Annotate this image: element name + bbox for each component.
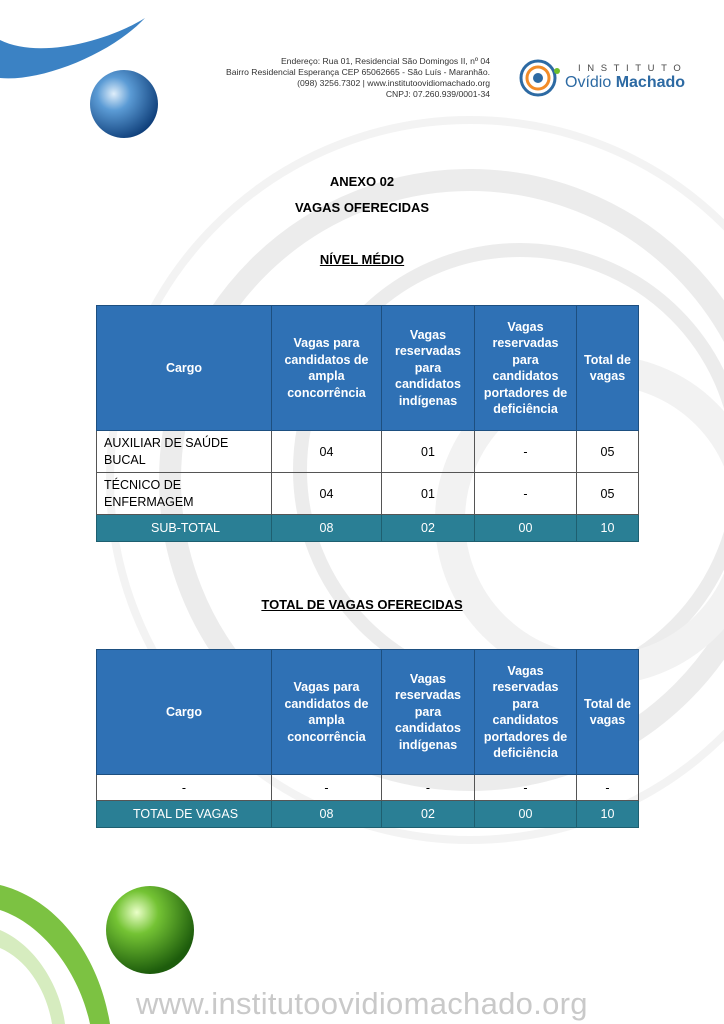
column-header: Vagas reservadas para candidatos indígenas [382,650,475,775]
table-cell: 00 [475,515,577,542]
blue-swoosh [0,18,145,78]
address-line: Endereço: Rua 01, Residencial São Domingos II, nº 04 [280,56,490,66]
column-header: Cargo [97,650,272,775]
table-cell: - [475,431,577,473]
table-cell: 02 [382,515,475,542]
table-cell: 08 [272,801,382,828]
column-header: Vagas reservadas para candidatos portadores de deficiência [475,306,577,431]
table-row [97,775,639,801]
column-header: Vagas reservadas para candidatos portadores de deficiência [475,650,577,775]
column-header: Total de vagas [577,306,639,431]
address-line: (098) 3256.7302 | www.institutoovidiomachado.org [297,78,490,88]
column-header: Cargo [97,306,272,431]
column-header: Vagas para candidatos de ampla concorrência [272,650,382,775]
column-header: Vagas para candidatos de ampla concorrência [272,306,382,431]
table-cell: 01 [382,473,475,515]
column-header: Vagas reservadas para candidatos indígenas [382,306,475,431]
institute-logo [516,56,696,100]
logo-instituto-text: INSTITUTO [578,63,688,74]
column-header: Total de vagas [577,650,639,775]
address-line: CNPJ: 07.260.939/0001-34 [385,89,490,99]
table-cell: - [97,775,272,801]
footer-website: www.institutoovidiomachado.org [136,986,588,1021]
table-cell: 10 [577,515,639,542]
logo-name-bold: Machado [615,74,686,91]
table-cell: SUB-TOTAL [97,515,272,542]
table-cell: - [382,775,475,801]
header-address [150,56,490,100]
table-cell: - [272,775,382,801]
annex-title: ANEXO 02 [329,174,395,189]
table-header-row [97,306,639,431]
table-cell: 00 [475,801,577,828]
table-cell: 01 [382,431,475,473]
table-cell: - [475,473,577,515]
subtotal-row [97,515,639,542]
table-row [97,431,639,473]
table-cell: TOTAL DE VAGAS [97,801,272,828]
logo-mark-icon [516,56,562,100]
logo-name-light: Ovídio [565,74,612,91]
table-cell: 04 [272,473,382,515]
total-row [97,801,639,828]
table-header-row [97,650,639,775]
table-cell: 08 [272,515,382,542]
annex-subtitle: VAGAS OFERECIDAS [294,200,430,215]
table-cell: 04 [272,431,382,473]
table-cell: 10 [577,801,639,828]
table-cell: 05 [577,431,639,473]
total-vagas-table [96,649,639,828]
nivel-medio-table [96,305,639,542]
table-cell: - [577,775,639,801]
table-cell: - [475,775,577,801]
table-cell: 02 [382,801,475,828]
logo-name [565,74,685,92]
section2-title-wrap [0,597,724,612]
section1-title: NÍVEL MÉDIO [319,252,405,267]
table-cell: AUXILIAR DE SAÚDE BUCAL [97,431,272,473]
table-row [97,473,639,515]
address-line: Bairro Residencial Esperança CEP 65062665 - São Luís - Maranhão. [225,67,490,77]
blue-sphere [90,70,158,138]
table-cell: 05 [577,473,639,515]
green-sphere [106,886,194,974]
table-cell: TÉCNICO DE ENFERMAGEM [97,473,272,515]
section1-title-wrap [0,252,724,267]
section2-title: TOTAL DE VAGAS OFERECIDAS [261,597,463,612]
